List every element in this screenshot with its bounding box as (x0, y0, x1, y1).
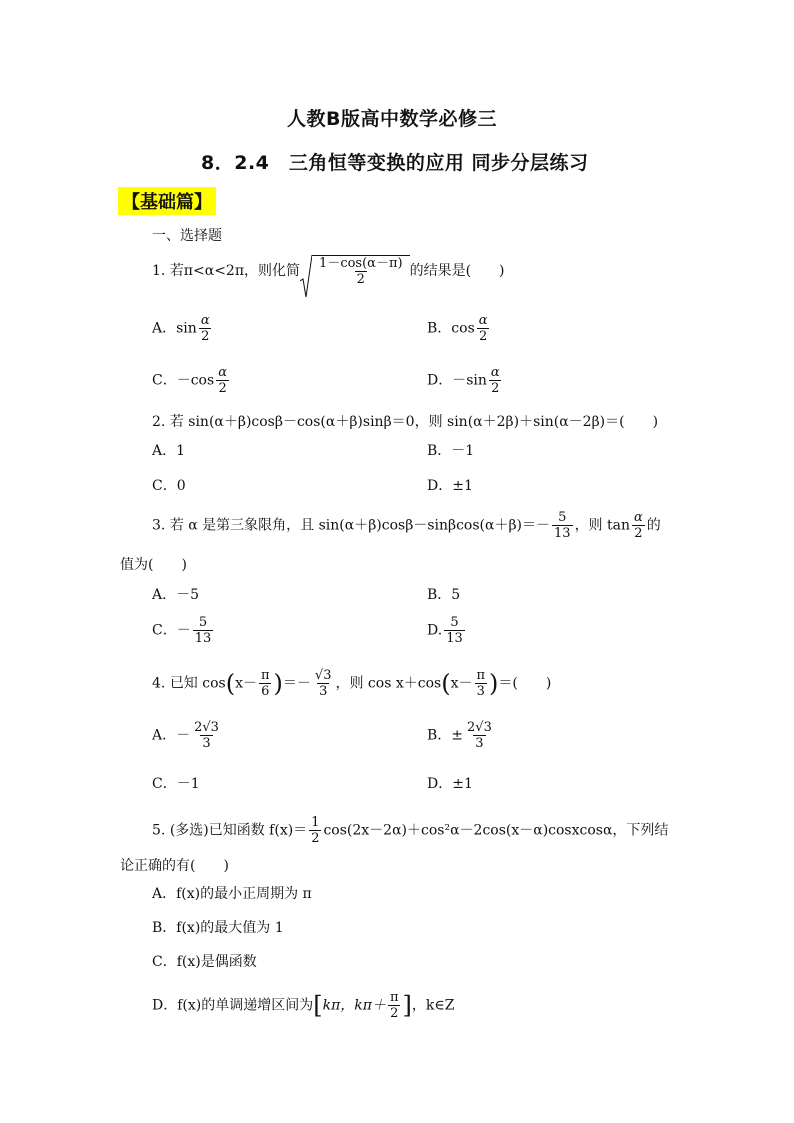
question-stem-mid: ，则 cos x＋cos (335, 675, 442, 692)
right-paren: ) (489, 669, 499, 698)
option-3d[interactable] (427, 615, 467, 646)
fraction-numerator: 5 (558, 510, 567, 525)
fraction-numerator: 5 (198, 615, 208, 630)
fraction-denominator: 2 (479, 329, 488, 344)
question-1 (152, 255, 505, 287)
option-5a[interactable]: A．f(x)的最小正周期为 π (152, 886, 312, 902)
option-label: C． (152, 372, 177, 389)
expression: x－ (235, 675, 257, 692)
fraction-denominator: 2 (218, 381, 227, 396)
fraction-denominator: 3 (202, 736, 211, 751)
fraction-numerator: 5 (450, 615, 459, 630)
option-4c[interactable]: C．－1 (152, 776, 200, 792)
question-2 (152, 412, 658, 432)
question-stem-mid: ，则 tan (574, 517, 631, 534)
question-stem: 若π<α<2π，则化简 (169, 263, 301, 279)
option-label: B． (427, 320, 452, 337)
section-badge: 【基础篇】 (118, 187, 216, 215)
equals: ＝－ (282, 675, 311, 692)
sqrt-symbol-icon (300, 255, 312, 299)
question-number: 1. (152, 263, 166, 279)
fraction-numerator: α (200, 313, 210, 328)
option-1d[interactable] (427, 365, 504, 396)
fraction-numerator: π (476, 668, 486, 683)
left-bracket: [ (313, 991, 323, 1020)
option-4a[interactable] (152, 720, 223, 751)
option-4d[interactable]: D．±1 (427, 776, 473, 792)
right-bracket: ] (402, 991, 412, 1020)
option-label: B．± (427, 727, 464, 744)
fraction-denominator: 13 (194, 631, 212, 646)
part-heading: 一、选择题 (152, 228, 222, 244)
fraction-numerator: α (218, 365, 227, 380)
expression: x－ (450, 675, 473, 692)
question-stem-end: 的结果是( ) (409, 263, 505, 279)
question-stem: (多选)已知函数 f(x)＝ (169, 822, 308, 839)
question-4 (152, 668, 551, 699)
question-stem-end: cos(2x－2α)＋cos²α－2cos(x－α)cosxcosα，下列结 (323, 822, 669, 839)
question-stem-end: ＝( ) (498, 675, 552, 692)
fraction-numerator: π (261, 668, 270, 683)
question-3-line2: 值为( ) (120, 557, 187, 573)
option-label: C．－ (152, 622, 191, 639)
question-number: 5. (152, 822, 166, 839)
fraction-numerator: √3 (314, 668, 332, 683)
option-function: －sin (452, 372, 487, 389)
interval-expression: kπ，kπ＋ (322, 997, 386, 1014)
option-label: A． (152, 320, 177, 337)
fraction-numerator: α (634, 510, 643, 525)
fraction-numerator: α (490, 365, 500, 380)
fraction-denominator: 13 (446, 631, 463, 646)
option-2b[interactable]: B．－1 (427, 443, 475, 459)
fraction-numerator: 1 (311, 815, 320, 830)
option-1b[interactable] (427, 313, 492, 344)
question-number: 4. (152, 675, 166, 692)
document-subtitle: 8．2.4 三角恒等变换的应用 同步分层练习 (201, 152, 589, 174)
fraction-denominator: 3 (319, 684, 328, 699)
fraction-denominator: 3 (476, 684, 485, 699)
fraction-numerator: 2√3 (194, 720, 219, 735)
right-paren: ) (273, 669, 283, 698)
option-label: D． (427, 372, 453, 389)
fraction-numerator: π (389, 990, 399, 1005)
option-3c[interactable] (152, 615, 215, 646)
question-stem: 已知 cos (169, 675, 226, 692)
fraction-denominator: 6 (261, 684, 270, 699)
fraction-numerator: 1－cos(α－π) (319, 256, 403, 271)
option-text-end: ，k∈Z (411, 997, 455, 1014)
question-5 (152, 815, 668, 846)
left-paren: ( (441, 669, 451, 698)
option-label: D. (427, 622, 443, 639)
option-text: D．f(x)的单调递增区间为 (152, 997, 314, 1014)
question-stem: 若 α 是第三象限角，且 sin(α＋β)cosβ－sinβcos(α＋β)＝－ (169, 517, 551, 534)
question-3 (152, 510, 661, 541)
option-2a[interactable]: A．1 (152, 443, 186, 459)
question-number: 3. (152, 517, 166, 534)
option-2c[interactable]: C．0 (152, 478, 186, 494)
option-5c[interactable]: C．f(x)是偶函数 (152, 954, 257, 970)
fraction-denominator: 3 (475, 736, 484, 751)
fraction-denominator: 2 (356, 272, 365, 287)
question-stem-end: 的 (646, 517, 661, 534)
fraction-denominator: 2 (491, 381, 500, 396)
question-number: 2. (152, 414, 166, 430)
fraction-numerator: α (478, 313, 488, 328)
question-5-line2: 论正确的有( ) (120, 858, 229, 874)
document-title: 人教B版高中数学必修三 (287, 108, 497, 130)
question-stem: 若 sin(α＋β)cosβ－cos(α＋β)sinβ＝0，则 sin(α＋2β)＋sin(α－2β)＝( ) (169, 414, 659, 430)
option-3a[interactable]: A．－5 (152, 587, 200, 603)
fraction-denominator: 2 (311, 831, 320, 846)
fraction-denominator: 2 (201, 329, 210, 344)
fraction-numerator: 2√3 (467, 720, 492, 735)
option-5b[interactable]: B．f(x)的最大值为 1 (152, 920, 284, 936)
option-function: －cos (176, 372, 215, 389)
fraction-denominator: 2 (390, 1006, 399, 1021)
option-4b[interactable] (427, 720, 496, 751)
option-1a[interactable] (152, 313, 214, 344)
option-2d[interactable]: D．±1 (427, 478, 473, 494)
option-3b[interactable]: B．5 (427, 587, 461, 603)
fraction-denominator: 13 (554, 526, 571, 541)
option-function: cos (451, 320, 475, 337)
option-function: sin (176, 320, 197, 337)
option-label: A．－ (152, 727, 191, 744)
option-5d[interactable] (152, 990, 454, 1021)
radical (300, 255, 410, 287)
fraction-denominator: 2 (634, 526, 643, 541)
option-1c[interactable] (152, 365, 231, 396)
left-paren: ( (225, 669, 236, 698)
